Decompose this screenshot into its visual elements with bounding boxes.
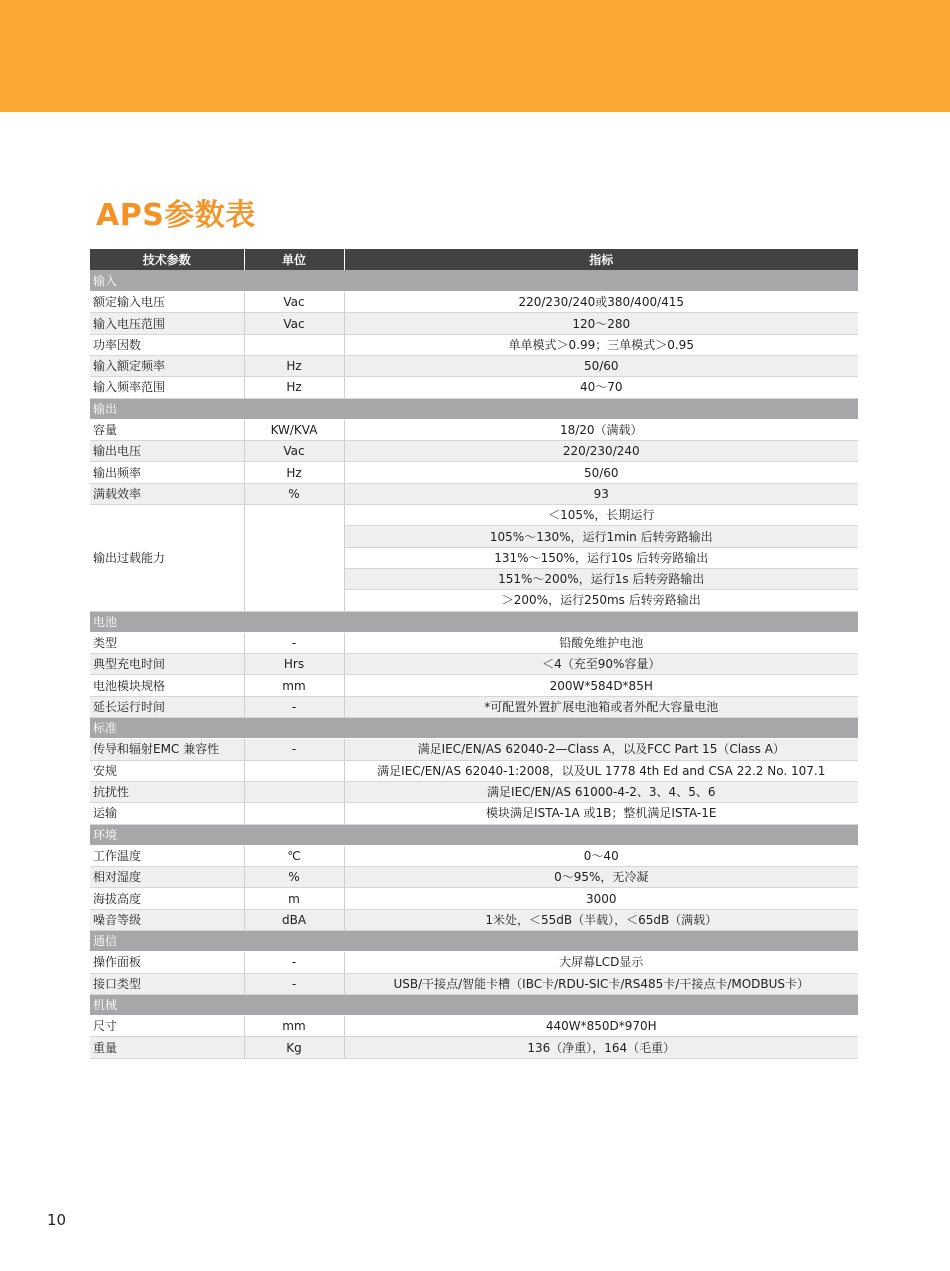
param-name: 功率因数 [90, 334, 244, 355]
param-unit: ℃ [244, 845, 344, 866]
param-unit: % [244, 867, 344, 888]
param-name: 典型充电时间 [90, 654, 244, 675]
param-value: 120～280 [344, 313, 858, 334]
param-unit: Vac [244, 292, 344, 313]
param-name: 延长运行时间 [90, 696, 244, 717]
param-unit: Hz [244, 377, 344, 398]
param-value: 满足IEC/EN/AS 62040-2—Class A，以及FCC Part 15（Class A） [344, 739, 858, 760]
param-value: 1米处，＜55dB（半载），＜65dB（满载） [344, 909, 858, 930]
param-unit: Hz [244, 462, 344, 483]
param-value: USB/干接点/智能卡槽（IBC卡/RDU-SIC卡/RS485卡/干接点卡/MODBUS卡） [344, 973, 858, 994]
table-row [90, 909, 858, 930]
section-row-communication [90, 931, 858, 952]
param-name: 容量 [90, 419, 244, 440]
param-value: 满足IEC/EN/AS 61000-4-2、3、4、5、6 [344, 781, 858, 802]
param-unit: KW/KVA [244, 419, 344, 440]
table-row [90, 867, 858, 888]
param-value: 220/230/240 [344, 441, 858, 462]
param-unit [244, 760, 344, 781]
param-value: 93 [344, 483, 858, 504]
param-unit [244, 803, 344, 824]
section-row-standards [90, 718, 858, 739]
param-value: 0～95%，无冷凝 [344, 867, 858, 888]
param-value: 50/60 [344, 462, 858, 483]
param-unit: - [244, 632, 344, 653]
param-value: 131%～150%，运行10s 后转旁路输出 [344, 547, 858, 568]
param-name: 抗扰性 [90, 781, 244, 802]
table-row [90, 419, 858, 440]
table-row [90, 462, 858, 483]
table-row [90, 377, 858, 398]
param-unit: % [244, 483, 344, 504]
table-row [90, 632, 858, 653]
table-row [90, 781, 858, 802]
param-value: 151%～200%，运行1s 后转旁路输出 [344, 568, 858, 589]
section-label: 通信 [90, 931, 858, 952]
param-value: 满足IEC/EN/AS 62040-1:2008，以及UL 1778 4th Ed and CSA 22.2 No. 107.1 [344, 760, 858, 781]
param-unit: Kg [244, 1037, 344, 1058]
param-unit: m [244, 888, 344, 909]
param-name: 满载效率 [90, 483, 244, 504]
param-name: 相对湿度 [90, 867, 244, 888]
param-name: 海拔高度 [90, 888, 244, 909]
top-color-band [0, 0, 950, 112]
param-unit [244, 334, 344, 355]
param-value: 105%～130%，运行1min 后转旁路输出 [344, 526, 858, 547]
table-row [90, 292, 858, 313]
param-unit: Vac [244, 313, 344, 334]
param-unit: - [244, 696, 344, 717]
param-name: 输出电压 [90, 441, 244, 462]
param-unit: - [244, 973, 344, 994]
param-name: 电池模块规格 [90, 675, 244, 696]
param-value: 大屏幕LCD显示 [344, 952, 858, 973]
param-name: 噪音等级 [90, 909, 244, 930]
table-row [90, 696, 858, 717]
header-param: 技术参数 [90, 249, 244, 270]
table-row [90, 760, 858, 781]
param-name: 输入频率范围 [90, 377, 244, 398]
param-value: 3000 [344, 888, 858, 909]
header-value: 指标 [344, 249, 858, 270]
table-row [90, 973, 858, 994]
section-label: 输出 [90, 398, 858, 419]
table-row [90, 483, 858, 504]
table-row [90, 1037, 858, 1058]
table-row [90, 313, 858, 334]
param-unit: Vac [244, 441, 344, 462]
param-name: 输出频率 [90, 462, 244, 483]
table-row [90, 952, 858, 973]
param-name: 运输 [90, 803, 244, 824]
section-label: 电池 [90, 611, 858, 632]
page-number: 10 [47, 1211, 67, 1229]
table-row [90, 441, 858, 462]
section-label: 输入 [90, 270, 858, 291]
table-row [90, 675, 858, 696]
param-unit: - [244, 952, 344, 973]
table-row [90, 355, 858, 376]
param-name: 类型 [90, 632, 244, 653]
table-row [90, 845, 858, 866]
param-name: 输出过载能力 [90, 505, 244, 611]
param-value: 单单模式＞0.99；三单模式＞0.95 [344, 334, 858, 355]
param-value: 铅酸免维护电池 [344, 632, 858, 653]
param-unit: Hz [244, 355, 344, 376]
param-name: 输入电压范围 [90, 313, 244, 334]
param-name: 安规 [90, 760, 244, 781]
param-value: 0～40 [344, 845, 858, 866]
param-name: 尺寸 [90, 1016, 244, 1037]
param-unit: mm [244, 675, 344, 696]
table-row [90, 803, 858, 824]
param-value: 220/230/240或380/400/415 [344, 292, 858, 313]
param-value: 40～70 [344, 377, 858, 398]
table-row [90, 505, 858, 526]
param-unit [244, 781, 344, 802]
param-value: ＜105%，长期运行 [344, 505, 858, 526]
param-name: 传导和辐射EMC 兼容性 [90, 739, 244, 760]
param-value: ＞200%，运行250ms 后转旁路输出 [344, 590, 858, 611]
param-unit: mm [244, 1016, 344, 1037]
param-unit: Hrs [244, 654, 344, 675]
table-header-row [90, 249, 858, 270]
table-row [90, 739, 858, 760]
header-unit: 单位 [244, 249, 344, 270]
section-row-output [90, 398, 858, 419]
section-row-mechanical [90, 994, 858, 1015]
param-value: 440W*850D*970H [344, 1016, 858, 1037]
param-value: 136（净重），164（毛重） [344, 1037, 858, 1058]
param-unit: dBA [244, 909, 344, 930]
param-value: 模块满足ISTA-1A 或1B；整机满足ISTA-1E [344, 803, 858, 824]
page-title: APS参数表 [96, 198, 256, 233]
section-label: 环境 [90, 824, 858, 845]
table-row [90, 654, 858, 675]
param-name: 工作温度 [90, 845, 244, 866]
param-value: 50/60 [344, 355, 858, 376]
section-label: 机械 [90, 994, 858, 1015]
param-name: 接口类型 [90, 973, 244, 994]
param-value: *可配置外置扩展电池箱或者外配大容量电池 [344, 696, 858, 717]
param-unit: - [244, 739, 344, 760]
param-name: 输入额定频率 [90, 355, 244, 376]
param-value: 18/20（满载） [344, 419, 858, 440]
param-name: 重量 [90, 1037, 244, 1058]
param-name: 额定输入电压 [90, 292, 244, 313]
table-row [90, 888, 858, 909]
param-value: ＜4（充至90%容量） [344, 654, 858, 675]
section-row-battery [90, 611, 858, 632]
param-value: 200W*584D*85H [344, 675, 858, 696]
param-name: 操作面板 [90, 952, 244, 973]
section-row-environment [90, 824, 858, 845]
param-unit [244, 505, 344, 611]
section-label: 标准 [90, 718, 858, 739]
aps-spec-table [90, 249, 858, 1059]
table-row [90, 334, 858, 355]
section-row-input [90, 270, 858, 291]
table-row [90, 1016, 858, 1037]
